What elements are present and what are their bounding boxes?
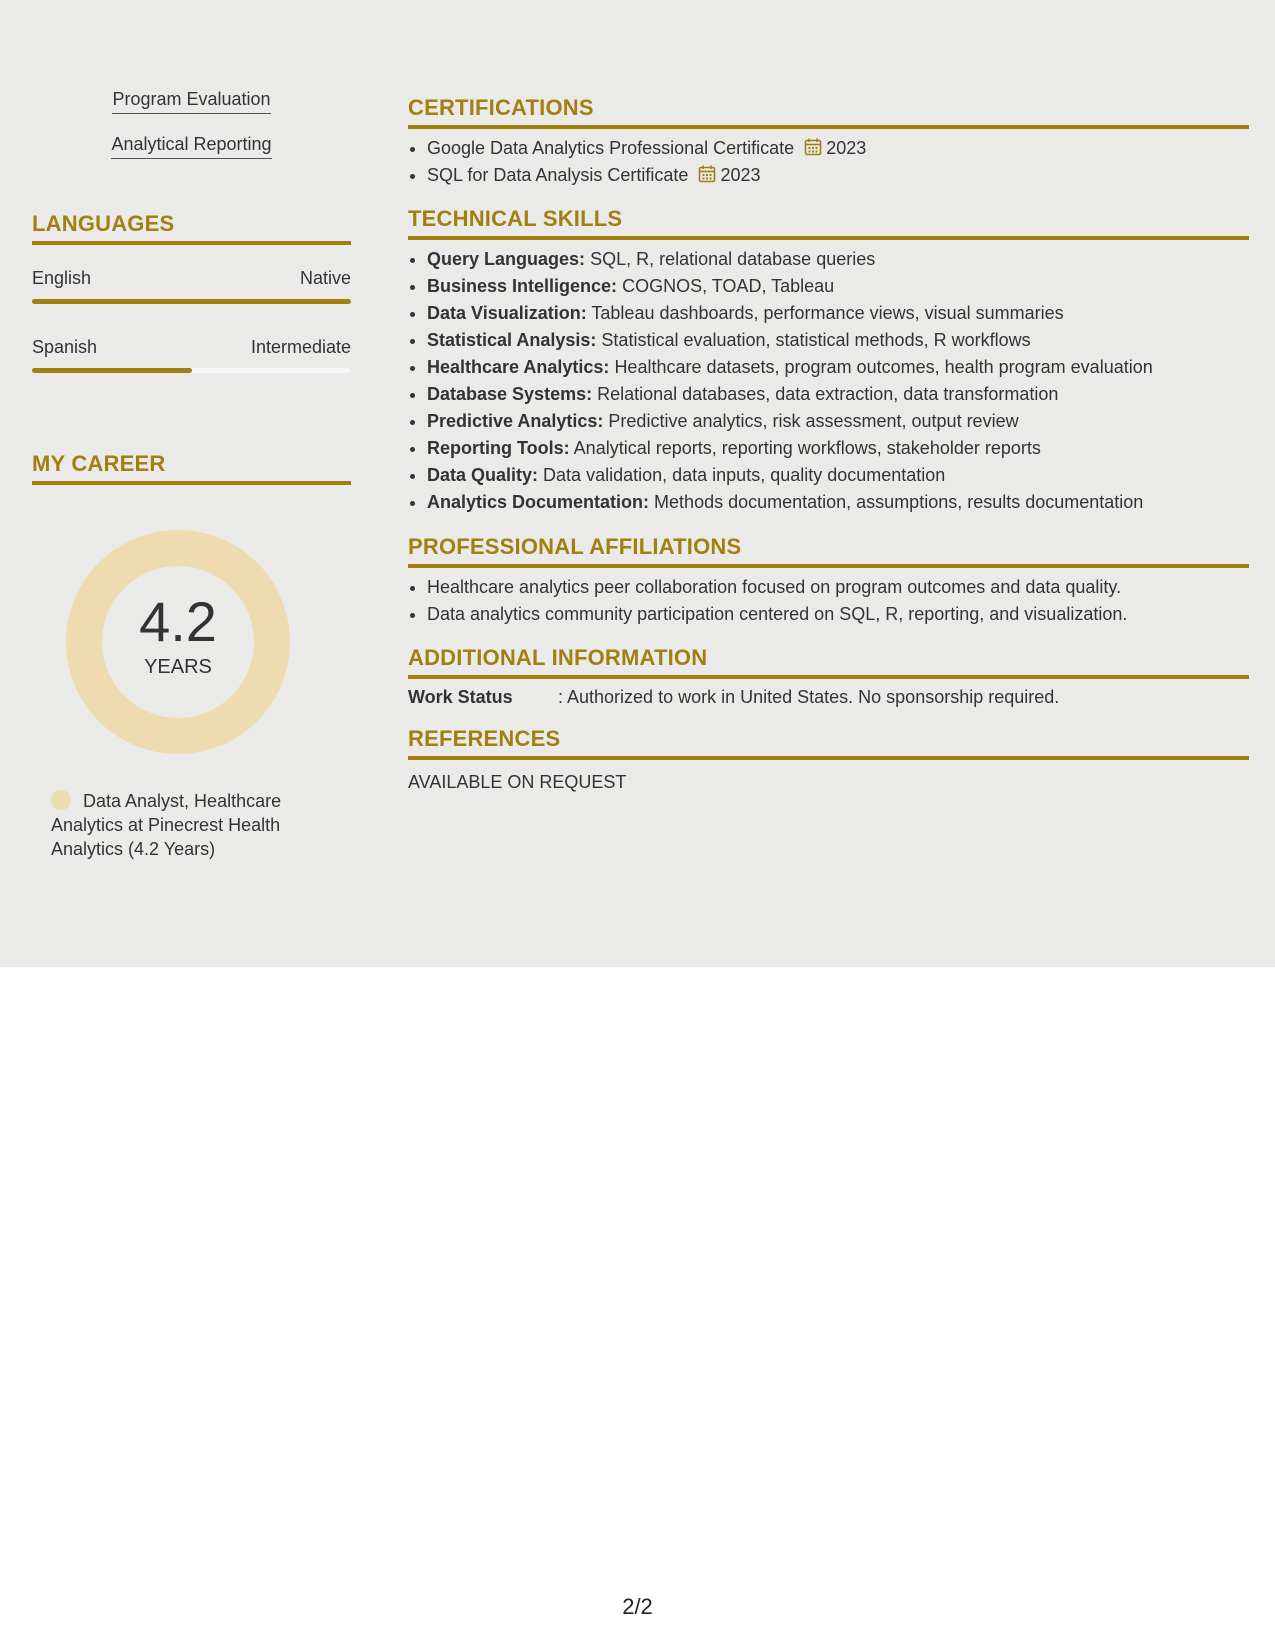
calendar-icon — [698, 165, 716, 183]
work-status-label: Work Status — [408, 687, 513, 707]
work-status-row — [408, 684, 1249, 711]
technical-skills-list — [408, 246, 1249, 516]
tag-analytical-reporting: Analytical Reporting — [32, 132, 351, 159]
career-total: 4.2 — [139, 590, 217, 653]
legend-dot — [51, 790, 71, 810]
list-item: • Business Intelligence: COGNOS, TOAD, Tableau — [427, 273, 1249, 300]
list-item: • Query Languages: SQL, R, relational database queries — [427, 246, 1249, 273]
list-item: • Healthcare analytics peer collaboration focused on program outcomes and data quality. — [427, 574, 1249, 601]
affiliations-title: PROFESSIONAL AFFILIATIONS — [408, 534, 1249, 568]
language-bar-fill — [32, 368, 192, 373]
additional-info-title: ADDITIONAL INFORMATION — [408, 645, 1249, 679]
tag-program-evaluation: Program Evaluation — [32, 87, 351, 114]
career-donut-chart — [66, 530, 290, 754]
list-item: • SQL for Data Analysis Certificate 2023 — [427, 162, 1249, 189]
list-item: • Healthcare Analytics: Healthcare datasets, program outcomes, health program evaluation — [427, 354, 1249, 381]
list-item: • Data Quality: Data validation, data inputs, quality documentation — [427, 462, 1249, 489]
references-text: AVAILABLE ON REQUEST — [408, 772, 627, 792]
languages-title: LANGUAGES — [32, 211, 351, 245]
certifications-title: CERTIFICATIONS — [408, 95, 1249, 129]
work-status-value: : Authorized to work in United States. No sponsorship required. — [558, 687, 1060, 707]
page-number: 2/2 — [622, 1594, 653, 1619]
career-unit: YEARS — [144, 656, 212, 678]
list-item: • Reporting Tools: Analytical reports, reporting workflows, stakeholder reports — [427, 435, 1249, 462]
language-name: English — [32, 268, 92, 288]
list-item: • Data analytics community participation centered on SQL, R, reporting, and visualization. — [427, 601, 1249, 628]
list-item: • Database Systems: Relational databases, data extraction, data transformation — [427, 381, 1249, 408]
technical-skills-title: TECHNICAL SKILLS — [408, 206, 1249, 240]
career-title: MY CAREER — [32, 451, 351, 485]
calendar-icon — [804, 138, 822, 156]
language-level: Intermediate — [250, 337, 351, 357]
list-item: • Statistical Analysis: Statistical evaluation, statistical methods, R workflows — [427, 327, 1249, 354]
list-item: • Predictive Analytics: Predictive analytics, risk assessment, output review — [427, 408, 1249, 435]
references-title: REFERENCES — [408, 726, 1249, 760]
career-legend — [51, 789, 311, 861]
list-item: • Analytics Documentation: Methods documentation, assumptions, results documentation — [427, 489, 1249, 516]
language-bar-spanish — [32, 368, 351, 373]
affiliations-list — [408, 574, 1249, 628]
list-item: • Google Data Analytics Professional Certificate 2023 — [427, 135, 1249, 162]
list-item: • Data Visualization: Tableau dashboards, performance views, visual summaries — [427, 300, 1249, 327]
language-level: Native — [299, 268, 351, 288]
language-name: Spanish — [32, 337, 98, 357]
language-bar-english — [32, 299, 351, 304]
career-legend-text: Data Analyst, Healthcare Analytics at Pinecrest Health Analytics (4.2 Years) — [51, 791, 282, 859]
certifications-list — [408, 135, 1249, 189]
language-bar-fill — [32, 299, 351, 304]
